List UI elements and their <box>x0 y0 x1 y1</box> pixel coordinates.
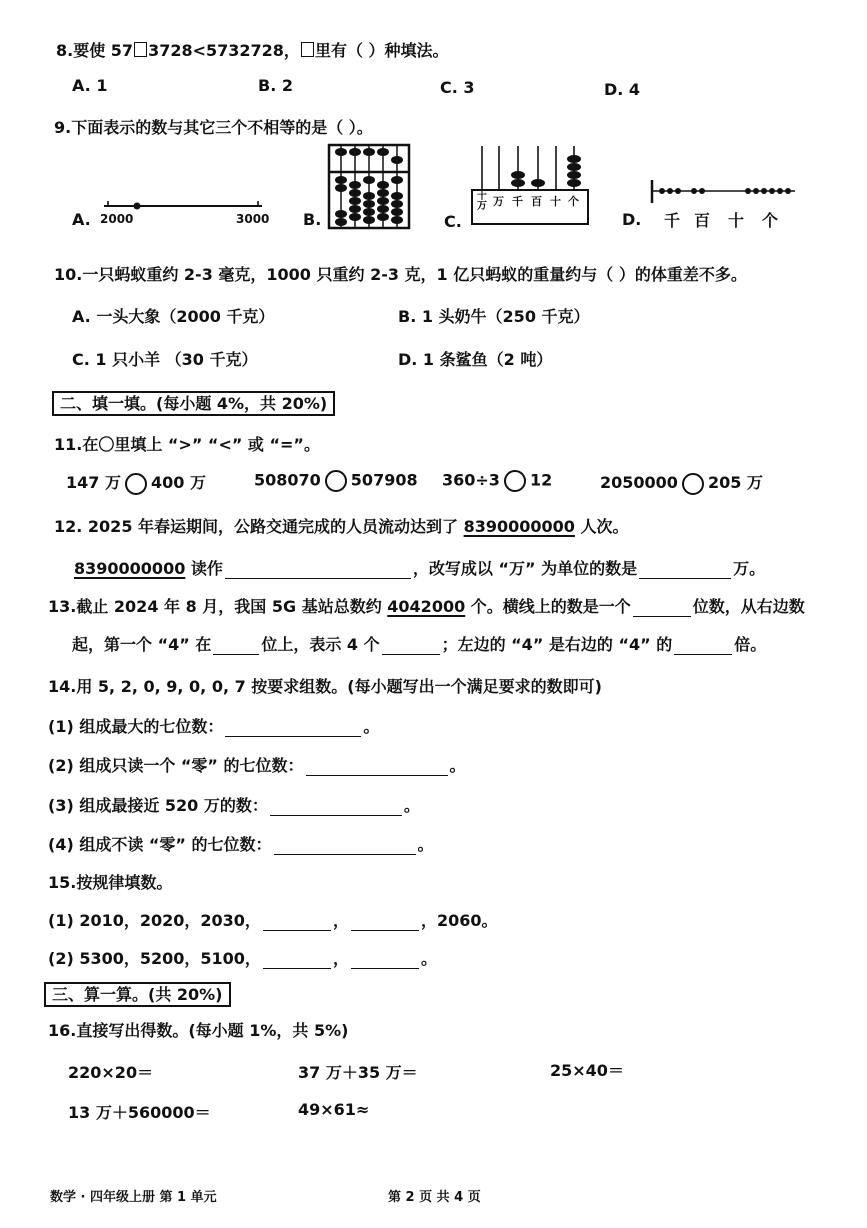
rod-unit-label: 个 <box>568 195 579 208</box>
q14-item-label: (4) 组成不读 “零” 的七位数： <box>48 835 272 854</box>
q14-item <box>48 793 420 816</box>
read-as-blank[interactable] <box>225 562 411 579</box>
bead-unit-label: 百 <box>694 211 711 230</box>
q16-stem: 16.直接写出得数。(每小题 1%，共 5%) <box>48 1021 349 1040</box>
q12-line2 <box>74 556 765 579</box>
number-line-tick-left: 2000 <box>100 212 134 226</box>
q14-item-label: (2) 组成只读一个 “零” 的七位数： <box>48 756 304 775</box>
q12-text: 读作 <box>190 559 223 578</box>
q16-item: 13 万＋560000＝ <box>68 1103 211 1122</box>
rod-unit-label: 千 <box>512 195 523 208</box>
place-blank[interactable] <box>213 638 259 655</box>
q14-item-label: (3) 组成最接近 520 万的数： <box>48 796 268 815</box>
q10-option-c: C. 1 只小羊 （30 千克） <box>72 350 258 369</box>
compare-circle-input[interactable] <box>325 470 347 492</box>
q9-stem: 9.下面表示的数与其它三个不相等的是（ ）。 <box>54 118 373 137</box>
answer-blank[interactable] <box>274 838 416 855</box>
q9-option-d-label: D. <box>622 210 642 229</box>
q12-text: ，改写成以 “万” 为单位的数是 <box>412 559 638 578</box>
answer-blank[interactable] <box>225 720 361 737</box>
q8-option-d: D. 4 <box>604 80 641 99</box>
period: 。 <box>363 717 380 736</box>
q13-text: 13.截止 2024 年 8 月，我国 5G 基站总数约 <box>48 597 388 616</box>
rod-unit-label: 十万 <box>477 191 487 212</box>
q11-right: 400 万 <box>150 473 206 492</box>
q11-left: 147 万 <box>66 473 121 492</box>
sequence-blank[interactable] <box>263 952 331 969</box>
q12-text: 万。 <box>733 559 766 578</box>
q11-right: 507908 <box>350 470 418 490</box>
q15-line1 <box>48 908 498 931</box>
digit-count-blank[interactable] <box>633 600 691 617</box>
q11-left: 2050000 <box>600 473 678 492</box>
q12-text: 12. 2025 年春运期间，公路交通完成的人员流动达到了 <box>54 517 464 536</box>
compare-circle-input[interactable] <box>504 470 526 492</box>
q16-item: 49×61≈ <box>298 1100 370 1119</box>
q13-text: 位上，表示 4 个 <box>261 635 380 654</box>
q15-text: (1) 2010，2020，2030， <box>48 911 261 930</box>
section-2-title: 二、填一填。(每小题 4%，共 20%) <box>52 391 335 416</box>
q13-number: 4042000 <box>387 597 466 616</box>
sequence-blank[interactable] <box>263 914 331 931</box>
q15-stem: 15.按规律填数。 <box>48 873 173 892</box>
section-3-title: 三、算一算。(共 20%) <box>44 982 231 1007</box>
q14-stem: 14.用 5, 2, 0, 9, 0, 0, 7 按要求组数。(每小题写出一个满足要求的数即可) <box>48 677 602 696</box>
number-line-tick-right: 3000 <box>236 212 270 226</box>
q13-text: 倍。 <box>734 635 767 654</box>
q13-text: ；左边的 “4” 是右边的 “4” 的 <box>441 635 673 654</box>
q9-option-a-label: A. <box>72 210 91 229</box>
q12-number: 8390000000 <box>74 559 186 578</box>
q14-item <box>48 832 434 855</box>
q15-text: 。 <box>420 949 437 968</box>
answer-blank[interactable] <box>306 759 448 776</box>
q8-option-c: C. 3 <box>440 78 475 97</box>
period: 。 <box>417 835 434 854</box>
q16-item: 37 万＋35 万＝ <box>298 1063 418 1082</box>
q15-text: (2) 5300，5200，5100， <box>48 949 261 968</box>
q13-text: 起，第一个 “4” 在 <box>72 635 212 654</box>
q11-item <box>66 470 206 495</box>
q10-option-d: D. 1 条鲨鱼（2 吨） <box>398 350 553 369</box>
q12-text: 人次。 <box>574 517 629 536</box>
unit-blank[interactable] <box>382 638 440 655</box>
rod-unit-label: 十 <box>550 195 561 208</box>
sequence-blank[interactable] <box>351 952 419 969</box>
q13-line2 <box>72 632 766 655</box>
q11-item <box>254 470 418 492</box>
q14-item <box>48 753 466 776</box>
q10-option-a: A. 一头大象（2000 千克） <box>72 307 275 326</box>
bead-unit-label: 个 <box>762 211 779 230</box>
q11-left: 508070 <box>254 470 321 490</box>
q13-stem <box>48 594 805 617</box>
q14-item-label: (1) 组成最大的七位数： <box>48 717 224 736</box>
q11-item <box>600 470 763 495</box>
rod-unit-label: 百 <box>531 195 542 208</box>
rod-unit-label: 万 <box>493 195 504 208</box>
q11-item <box>442 470 552 492</box>
q9-option-b-label: B. <box>303 210 322 229</box>
answer-blank[interactable] <box>270 799 402 816</box>
period: 。 <box>449 756 466 775</box>
q11-right: 205 万 <box>707 473 763 492</box>
q11-left: 360÷3 <box>442 470 500 490</box>
q8-option-b: B. 2 <box>258 76 293 95</box>
q16-item: 220×20＝ <box>68 1063 154 1082</box>
q12-number: 8390000000 <box>463 517 575 536</box>
q11-right: 12 <box>529 470 553 490</box>
q8-text-a: 8.要使 57 <box>56 41 134 60</box>
bead-unit-label: 千 <box>664 211 681 230</box>
q10-stem: 10.一只蚂蚁重约 2-3 毫克，1000 只重约 2-3 克，1 亿只蚂蚁的重量约与（ ）的体重差不多。 <box>54 265 747 284</box>
q8-text-c: 里有（ ）种填法。 <box>314 41 449 60</box>
q14-item <box>48 714 379 737</box>
period: 。 <box>403 796 420 815</box>
q9-option-c-label: C. <box>444 212 462 231</box>
q8-option-a: A. 1 <box>72 76 108 95</box>
compare-circle-input[interactable] <box>682 473 704 495</box>
q15-text: ， <box>332 911 349 930</box>
q16-item: 25×40＝ <box>550 1061 624 1080</box>
q11-stem: 11.在〇里填上 “>” “<” 或 “=”。 <box>54 435 320 454</box>
compare-circle-input[interactable] <box>125 473 147 495</box>
sequence-blank[interactable] <box>351 914 419 931</box>
bead-unit-label: 十 <box>728 211 745 230</box>
q13-text: 位数，从右边数 <box>692 597 805 616</box>
q15-line2 <box>48 946 437 969</box>
q13-text: 个。横线上的数是一个 <box>465 597 631 616</box>
wan-unit-blank[interactable] <box>639 562 731 579</box>
q12-stem <box>54 514 629 537</box>
footer-page-number: 第 2 页 共 4 页 <box>388 1190 481 1205</box>
q10-option-b: B. 1 头奶牛（250 千克） <box>398 307 590 326</box>
q8-text-b: 3728<5732728， <box>148 41 300 60</box>
q15-text: ，2060。 <box>420 911 498 930</box>
footer-subject: 数学 · 四年级上册 第 1 单元 <box>50 1190 217 1205</box>
times-blank[interactable] <box>674 638 732 655</box>
q15-text: ， <box>332 949 349 968</box>
